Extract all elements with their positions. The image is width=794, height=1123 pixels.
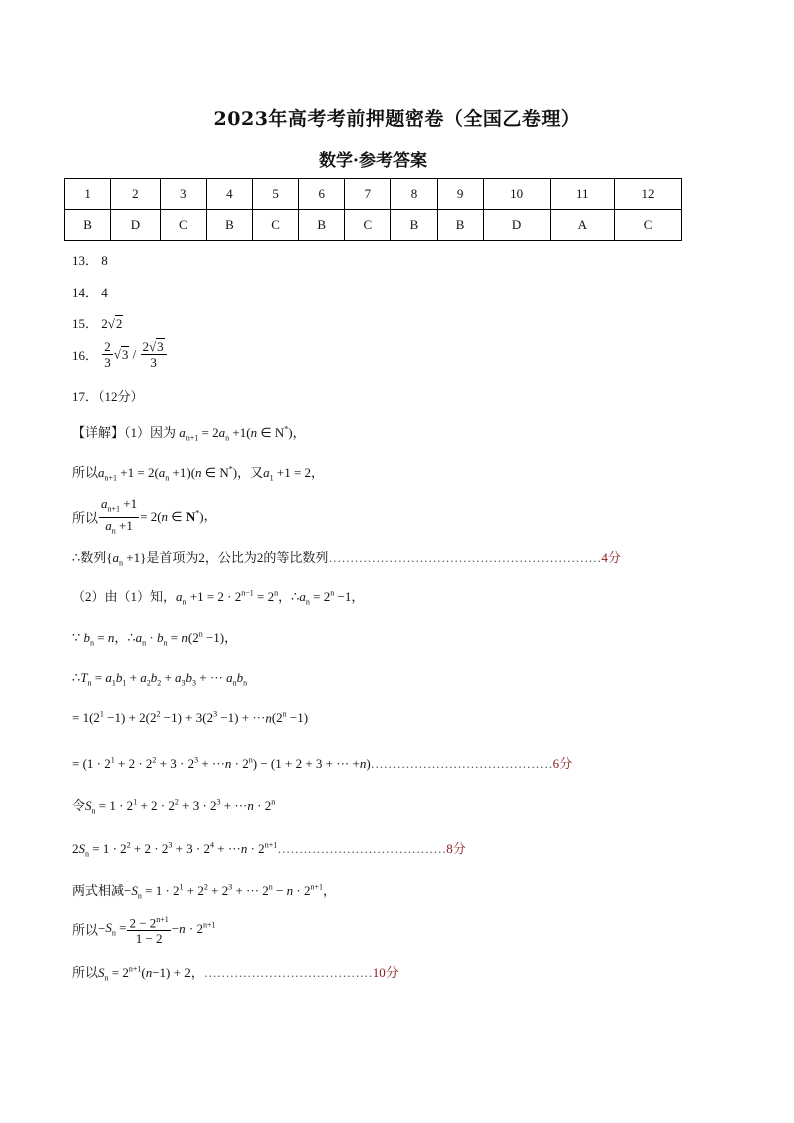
answer-cell: A <box>550 210 615 241</box>
score-mark: 6分 <box>552 756 573 771</box>
question-number: 5 <box>253 179 299 210</box>
part2-intro: （2）由（1）知， <box>72 589 177 604</box>
answer-cell: C <box>253 210 299 241</box>
score-mark: 8分 <box>446 841 466 856</box>
fraction: $\frac{a_{n+1} +1}{a_n +1}$ <box>101 496 138 536</box>
question-number: 10 <box>483 179 550 210</box>
answer-15 <box>72 313 123 332</box>
q17-line-8: = $1(2^1 -1) + 2(2^2 -1) + 3(2^3 -1) + \cdot\cdot\cdot n(2^n -1)$ <box>72 710 309 726</box>
answer-cell: B <box>65 210 111 241</box>
answer-value: 8 <box>101 253 108 268</box>
text-prefix: 令 <box>72 798 86 813</box>
answer-table-answer-row <box>65 210 682 241</box>
answer-table <box>64 178 682 241</box>
detail-label: 【详解】 <box>72 425 125 440</box>
question-number: 12 <box>615 179 682 210</box>
page-title: 2023年高考考前押题密卷（全国乙卷理） <box>213 108 581 130</box>
fraction: $\frac{2 - 2^{n+1}}{1 - 2}$ <box>127 912 170 946</box>
q17-line-3: 所以 $\frac{a_{n+1} +1}{a_n +1}$ = 2(n ∈ N*)， <box>72 496 217 538</box>
q17-line-12: 两式相减$-S_n = 1 \cdot 2^1 + 2^2 + 2^3$ + ··· $2^n - n \cdot 2^{n+1}$， <box>72 882 337 901</box>
q17-line-10: 令$S_n = 1 \cdot 2^1 + 2 \cdot 2^2 + 3 \cdot 2^3 + \cdot\cdot\cdot n \cdot 2^n$ <box>72 797 276 816</box>
answer-value: 2√2 <box>101 316 123 331</box>
answer-cell: B <box>391 210 437 241</box>
q17-line-5: （2）由（1）知，$a_n +1 = 2 \cdot 2^{n-1} = 2^n$，$\therefore a_n = 2^n -1$， <box>72 588 365 607</box>
q17-line-9: = $(1 \cdot 2^1 + 2 \cdot 2^2 + 3 \cdot 2^3 + \cdot\cdot\cdot n \cdot 2^n) - (1 + 2 + 3$ + ··· +n)……………………………………6分 <box>72 755 573 771</box>
text-segment: 的等比数列 <box>263 550 329 565</box>
fraction: $\frac{2}{3}$ <box>104 339 111 370</box>
answer-cell: B <box>206 210 252 241</box>
question-number: 4 <box>206 179 252 210</box>
text-prefix: 所以 <box>72 465 99 480</box>
answer-cell: D <box>111 210 161 241</box>
answer-14 <box>72 282 108 301</box>
q17-line-13: 所以$-S_n$ = $\frac{2 - 2^{n+1}}{1 - 2}$ $-n \cdot 2^{n+1}$ <box>72 912 216 946</box>
q17-line-1: 【详解】（1）因为 $a_{n+1} = 2a_n +1(n$ ∈ N*)， <box>72 424 306 443</box>
page-subtitle: 数学·参考答案 <box>319 151 427 171</box>
text-segment: 是首项为 <box>146 550 199 565</box>
answer-value: 4 <box>101 285 108 300</box>
q17-line-6: ∵ $b_n = n$，$\therefore a_n \cdot b_n = n(2^n -1)$， <box>72 629 238 648</box>
text-prefix: 两式相减 <box>72 883 125 898</box>
question-number: 2 <box>111 179 161 210</box>
answer-cell: B <box>437 210 483 241</box>
question-label: 16． <box>72 348 99 363</box>
text-segment: 数列 <box>80 550 107 565</box>
answer-cell: B <box>299 210 345 241</box>
q17-line-14: 所以$S_n = 2^{n+1}(n-1) + 2$，…………………………………10分 <box>72 964 399 983</box>
question-number: 9 <box>437 179 483 210</box>
part1-intro: （1）因为 <box>124 425 177 440</box>
answer-cell: C <box>160 210 206 241</box>
text-segment: ，公比为 <box>204 550 257 565</box>
answer-cell: C <box>345 210 391 241</box>
question-number: 11 <box>550 179 615 210</box>
score-mark: 4分 <box>601 550 621 565</box>
answer-table-number-row <box>65 179 682 210</box>
q17-header: 17．（12分） <box>72 389 144 404</box>
question-number: 3 <box>160 179 206 210</box>
question-label: 15． <box>72 316 99 331</box>
text-prefix: 所以 <box>72 965 99 980</box>
text-prefix: 所以 <box>72 510 99 526</box>
answer-16: 16． $\frac{2}{3}$ √3 / $\frac{2√3}{3}$ <box>72 339 168 370</box>
question-label: 13． <box>72 253 99 268</box>
q17-line-2: 所以$a_{n+1} +1 = 2(a_n +1)(n$ ∈ N*)，又$a_1 +1 = 2$， <box>72 464 325 483</box>
text-mid: ，又 <box>237 465 264 480</box>
question-number: 1 <box>65 179 111 210</box>
answer-cell: C <box>615 210 682 241</box>
score-mark: 10分 <box>372 965 399 980</box>
fraction: $\frac{2√3}{3}$ <box>141 339 167 370</box>
answer-cell: D <box>483 210 550 241</box>
question-number: 6 <box>299 179 345 210</box>
answer-13 <box>72 250 108 269</box>
text-prefix: 所以 <box>72 922 99 938</box>
q17-line-11: $2S_n = 1 \cdot 2^2 + 2 \cdot 2^3 + 3 \cdot 2^4 + \cdot\cdot\cdot n$ · $2^{n+1}\dots\dots\dots\dots\dots\dots\dots\dots\dots\dots\dots\dots\dots 8$分 <box>72 840 466 859</box>
question-number: 8 <box>391 179 437 210</box>
q17-line-7: $\therefore T_n = a_1b_1 + a_2b_2 + a_3b_3$ + ··· $a_nb_n$ <box>72 670 248 688</box>
question-number: 7 <box>345 179 391 210</box>
question-label: 14． <box>72 285 99 300</box>
q17-line-4: ∴数列$\{a_n +1\}$是首项为2，公比为2的等比数列………………………………………………………4分 <box>72 550 621 568</box>
